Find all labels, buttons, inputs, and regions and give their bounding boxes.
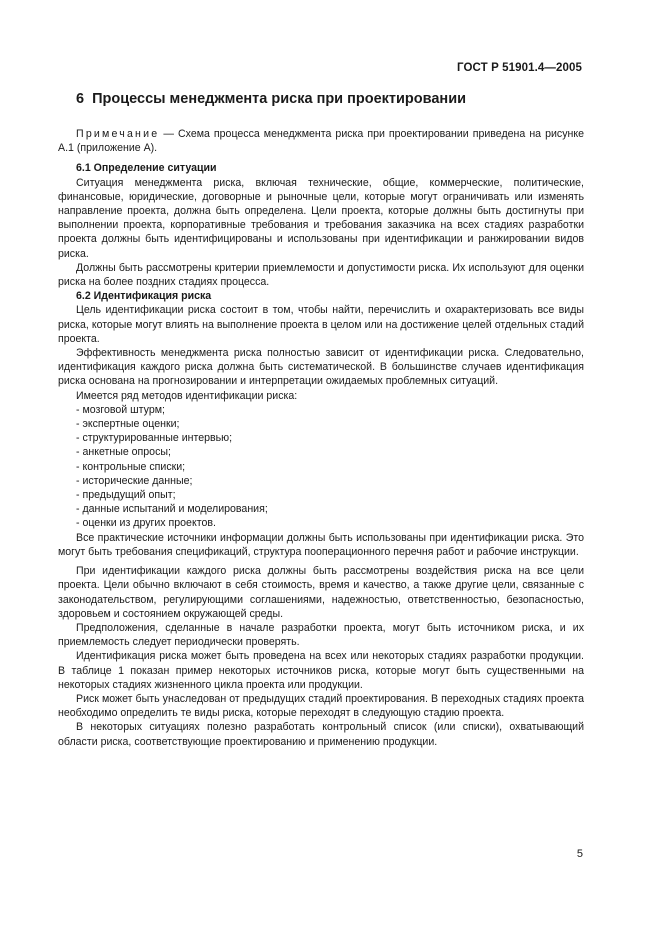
- paragraph: В некоторых ситуациях полезно разработать контрольный список (или списки), охватывающий области риска, соответствующие проектированию и применению продукции.: [58, 721, 584, 748]
- list-item: - экспертные оценки;: [76, 418, 180, 431]
- list-item: - анкетные опросы;: [76, 446, 171, 459]
- paragraph: Имеется ряд методов идентификации риска:: [76, 389, 298, 402]
- page-number: 5: [576, 848, 583, 860]
- note-paragraph: [58, 127, 584, 155]
- paragraph: Ситуация менеджмента риска, включая технические, общие, коммерческие, политические, финансовые, юридические, договорные и рыночные цели, которые могут ограничивать или изменять направление проекта, должна быть определена. Цели проекта, которые должны быть достигнуты при выполнении проекта, корпоративные требования и требования заказчика на всех стадиях разработки проекта должны быть идентифицированы и использованы при идентификации и ранжировании видов риска.: [58, 176, 584, 260]
- note-text: — Схема процесса менеджмента риска при проектировании приведена на рисунке А.1 (приложение А).: [58, 128, 584, 155]
- list-item: - мозговой штурм;: [76, 403, 165, 416]
- list-item: - контрольные списки;: [76, 460, 186, 473]
- paragraph: Предположения, сделанные в начале разработки проекта, могут быть источником риска, и их приемлемость следует периодически проверять.: [58, 621, 584, 649]
- paragraph: Все практические источники информации должны быть использованы при идентификации риска. Это могут быть требования спецификаций, структура пооперационного перечня работ и рабочие инструкции.: [58, 531, 584, 558]
- list-item: - исторические данные;: [76, 474, 193, 487]
- paragraph: Риск может быть унаследован от предыдущих стадий проектирования. В переходных стадиях проекта необходимо определить те виды риска, которые переходят в следующую стадию проекта.: [58, 692, 584, 720]
- section-title-text: Процессы менеджмента риска при проектировании: [92, 91, 467, 107]
- paragraph: Эффективность менеджмента риска полностью зависит от идентификации риска. Следовательно, идентификация каждого риска должна быть систематической. В большинстве случаев идентификация риска основана на прогнозировании и интерпретации ожидаемых проблемных ситуаций.: [58, 347, 584, 388]
- section-title: [76, 91, 466, 107]
- paragraph: При идентификации каждого риска должны быть рассмотрены воздействия риска на все цели проекта. Цели обычно включают в себя стоимость, время и качество, а также другие цели, связанные с законодательством, регулирующими соглашениями, надежностью, ответственностью, безопасностью, здоровьем и состоянием окружающей среды.: [58, 565, 584, 620]
- list-item: - предыдущий опыт;: [76, 489, 176, 502]
- list-item: - структурированные интервью;: [76, 432, 233, 445]
- document-number-header: ГОСТ Р 51901.4—2005: [457, 62, 582, 74]
- paragraph: Цель идентификации риска состоит в том, чтобы найти, перечислить и охарактеризовать все виды риска, которые могут влиять на выполнение проекта в целом или на достижение целей отдельных стадий проекта.: [58, 304, 584, 345]
- paragraph: Идентификация риска может быть проведена на всех или некоторых стадиях разработки продукции. В таблице 1 показан пример некоторых источников риска, которые могут быть существенными на некоторых стадиях жизненного цикла проекта или продукции.: [58, 650, 584, 691]
- list-item: - оценки из других проектов.: [76, 517, 216, 530]
- note-label: Примечание: [76, 128, 160, 140]
- methods-list: [58, 403, 584, 531]
- subsection-heading-6-2: 6.2 Идентификация риска: [76, 290, 212, 303]
- list-item: - данные испытаний и моделирования;: [76, 503, 268, 516]
- paragraph: Должны быть рассмотрены критерии приемлемости и допустимости риска. Их используют для оценки риска на более поздних стадиях процесса.: [58, 261, 584, 289]
- section-number: 6: [76, 91, 85, 107]
- document-body: [58, 127, 584, 749]
- subsection-heading-6-1: 6.1 Определение ситуации: [76, 162, 217, 175]
